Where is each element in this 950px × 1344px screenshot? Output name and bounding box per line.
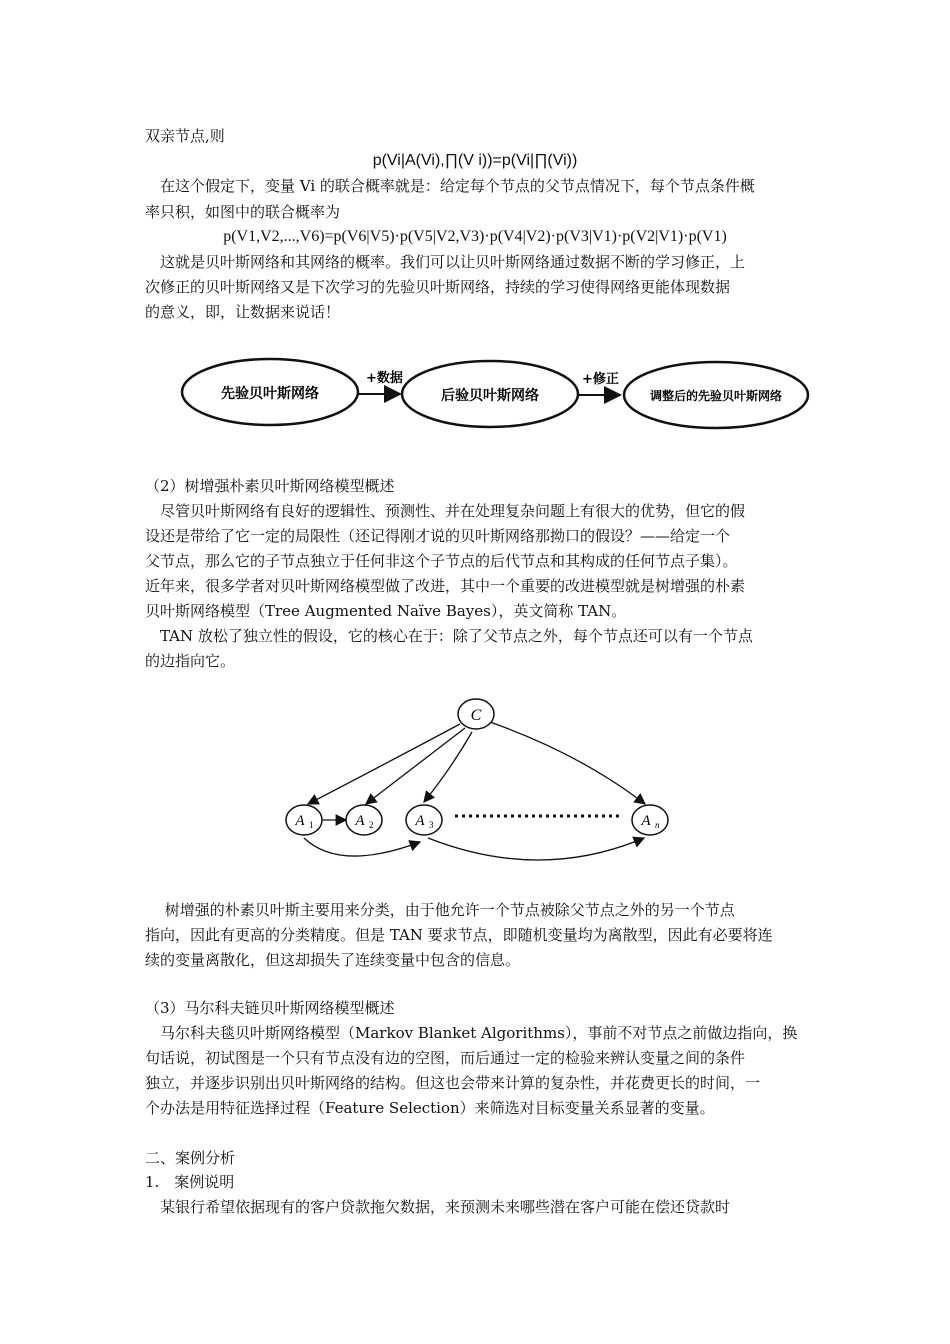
- correction-arrow-label: +修正: [582, 372, 619, 387]
- edge-a1-a3: [304, 838, 420, 856]
- section-title: （3）马尔科夫链贝叶斯网络模型概述: [145, 999, 395, 1017]
- text-line: 个办法是用特征选择过程（Feature Selection）来筛选对目标变量关系显著的变量。: [145, 1099, 715, 1117]
- text-line: 父节点，那么它的子节点独立于任何非这个子节点的后代节点和其构成的任何节点子集）。: [145, 552, 738, 570]
- text-line: 的边指向它。: [145, 652, 236, 670]
- node-a2-subscript: 2: [369, 820, 374, 830]
- node-an-label: A: [641, 813, 651, 829]
- text-line: 设还是带给了它一定的局限性（还记得刚才说的贝叶斯网络那拗口的假设？——给定一个: [145, 527, 731, 545]
- text-line: 续的变量离散化，但这却损失了连续变量中包含的信息。: [145, 951, 521, 969]
- text-line: 贝叶斯网络模型（Tree Augmented Naïve Bayes），英文简称 TAN。: [145, 602, 627, 620]
- edge-a3-an: [428, 838, 644, 860]
- text-line: 近年来，很多学者对贝叶斯网络模型做了改进，其中一个重要的改进模型就是树增强的朴素: [145, 577, 746, 595]
- text-line: 某银行希望依据现有的客户贷款拖欠数据，来预测未来哪些潜在客户可能在偿还贷款时: [145, 1198, 731, 1216]
- data-arrow-label: +数据: [366, 371, 403, 386]
- node-c-label: C: [470, 707, 482, 724]
- text-line: 树增强的朴素贝叶斯主要用来分类，由于他允许一个节点被除父节点之外的另一个节点: [145, 901, 735, 919]
- text-line: 句话说，初试图是一个只有节点没有边的空图，而后通过一定的检验来辨认变量之间的条件: [145, 1049, 746, 1067]
- subsection-title: 1. 案例说明: [145, 1173, 235, 1191]
- chapter-title: 二、案例分析: [145, 1149, 236, 1167]
- node-a1-subscript: 1: [309, 820, 314, 830]
- edge-c-a3: [424, 732, 472, 802]
- text-line: 独立，并逐步识别出贝叶斯网络的结构。但这也会带来计算的复杂性，并花费更长的时间，一: [145, 1074, 761, 1092]
- prior-network-label: 先验贝叶斯网络: [221, 386, 319, 402]
- formula-conditional: p(Vi|A(Vi),∏(V i))=p(Vi|∏(Vi)): [372, 152, 578, 169]
- text-line: 尽管贝叶斯网络有良好的逻辑性、预测性、并在处理复杂问题上有很大的优势，但它的假: [145, 502, 746, 520]
- edge-c-a1: [308, 724, 460, 804]
- text-line: 率只积，如图中的联合概率为: [145, 203, 341, 221]
- text-line: 这就是贝叶斯网络和其网络的概率。我们可以让贝叶斯网络通过数据不断的学习修正，上: [145, 253, 746, 271]
- section-title: （2）树增强朴素贝叶斯网络模型概述: [145, 477, 395, 495]
- edge-c-an: [490, 722, 645, 804]
- bayes-update-diagram: [178, 354, 818, 444]
- text-line: 指向，因此有更高的分类精度。但是 TAN 要求节点，即随机变量均为离散型，因此有必要将连: [145, 926, 773, 944]
- tan-structure-diagram: [280, 692, 680, 872]
- text-line: 双亲节点,则: [145, 127, 225, 145]
- text-line: 马尔科夫毯贝叶斯网络模型（Markov Blanket Algorithms），事前不对节点之前做边指向，换: [145, 1024, 798, 1042]
- formula-joint: p(V1,V2,...,V6)=p(V6|V5)·p(V5|V2,V3)·p(V4|V2)·p(V3|V1)·p(V2|V1)·p(V1): [223, 228, 727, 245]
- node-an-subscript: n: [655, 820, 660, 830]
- node-a3-subscript: 3: [429, 820, 434, 830]
- text-line: 在这个假定下，变量 Vi 的联合概率就是：给定每个节点的父节点情况下，每个节点条件概: [145, 177, 755, 195]
- node-a2-label: A: [355, 813, 365, 829]
- text-line: 次修正的贝叶斯网络又是下次学习的先验贝叶斯网络，持续的学习使得网络更能体现数据: [145, 278, 731, 296]
- posterior-network-label: 后验贝叶斯网络: [441, 388, 539, 404]
- node-a3-label: A: [415, 813, 425, 829]
- text-line: 的意义，即，让数据来说话！: [145, 303, 341, 321]
- adjusted-prior-network-label: 调整后的先验贝叶斯网络: [649, 389, 783, 403]
- node-a1-label: A: [295, 813, 305, 829]
- text-line: TAN 放松了独立性的假设，它的核心在于：除了父节点之外，每个节点还可以有一个节点: [145, 627, 753, 645]
